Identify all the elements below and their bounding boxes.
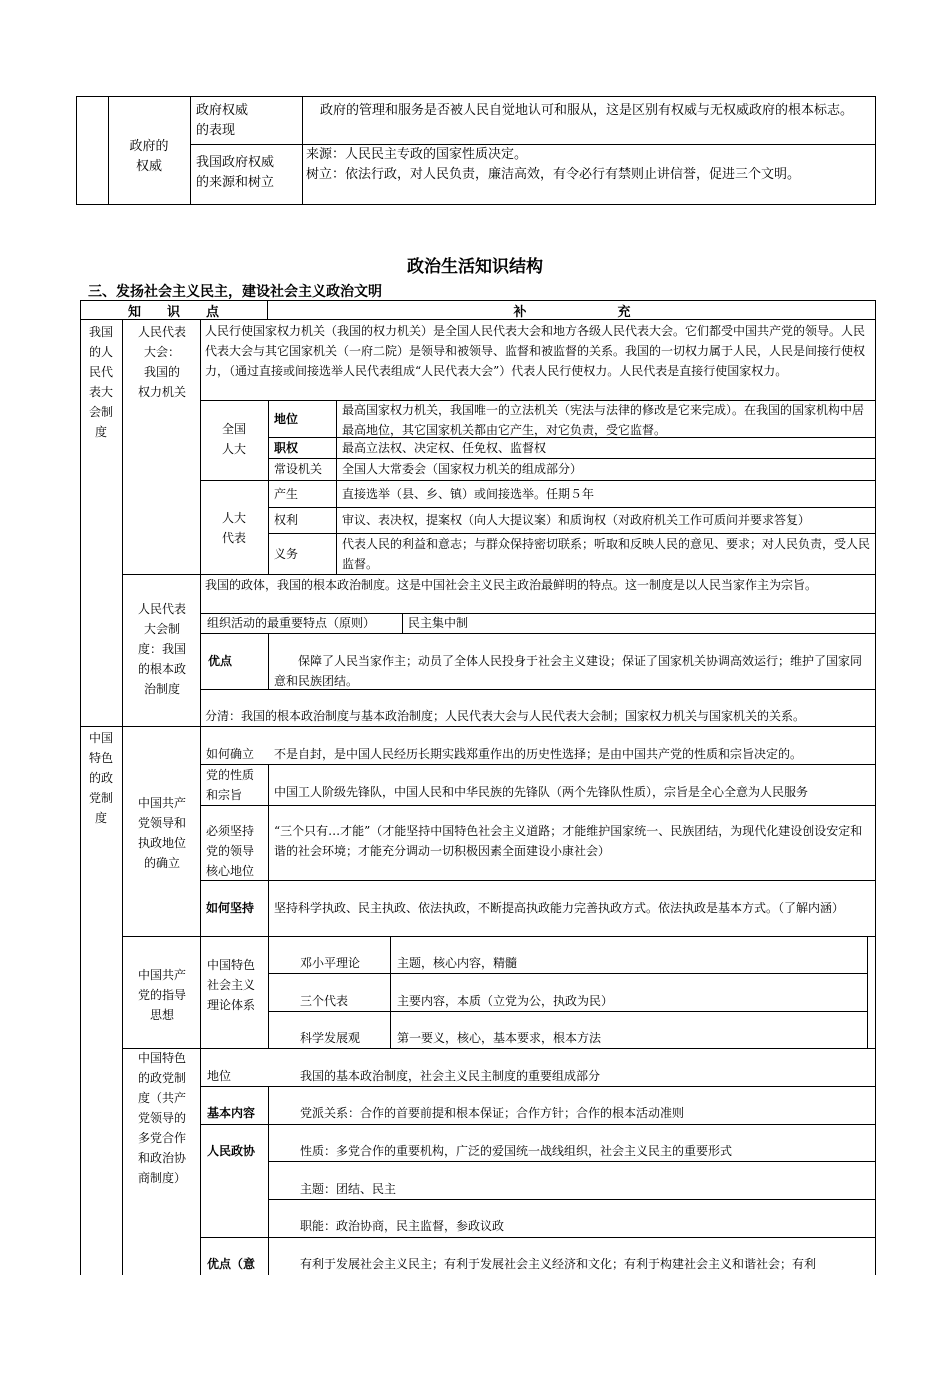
ps-row-line-3 [268, 1161, 876, 1162]
qgrd-col-divider [268, 400, 269, 574]
deng-theory-text: 主题，核心内容，精髓 [397, 956, 518, 970]
ps-status-label: 地位 [207, 1069, 232, 1083]
npc-fundamental-system-text-block: 我国的政体，我国的根本政治制度。这是中国社会主义民主政治最鲜明的特点。这一制度是以人民当家作主为宗旨。 [205, 578, 818, 592]
qgrd-powers-text: 最高立法权、决定权、任免权、监督权 [342, 441, 547, 455]
core-position-text: “三个只有…才能”（才能坚持中国特色社会主义道路；才能维护国家统一、民族团结，为现代化建设创设安定和谐的社会环境；才能充分调动一切积极因素全面建设小康社会） [274, 824, 863, 858]
deng-theory-label: 邓小平理论 [300, 956, 361, 970]
top-col-divider-3 [302, 96, 303, 205]
gov-authority-label: 政府的 权威 [129, 139, 169, 174]
header-knowledge: 知 识 点 [127, 305, 219, 320]
authority-source-text: 来源：人民民主专政的国家性质决定。 [306, 147, 528, 162]
ps-content-text: 党派关系：合作的首要前提和根本保证；合作方针；合作的根本活动准则 [300, 1106, 685, 1120]
how-established-text: 不是自封，是中国人民经历长期实践郑重作出的历史性选择；是由中国共产党的性质和宗旨决定的。 [274, 747, 803, 761]
ps-row-line-4 [268, 1199, 876, 1200]
authority-establish-text: 树立：依法行政，对人民负责，廉洁高效，有令必行有禁则止讲信誉，促进三个文明。 [306, 167, 801, 182]
how-adhere-label: 如何坚持 [206, 901, 255, 915]
party-rows-col-divider [268, 764, 269, 936]
org-row-bottom-line [200, 633, 876, 634]
qgrd-standing-label: 常设机关 [274, 462, 323, 476]
party-row-line-2 [200, 805, 876, 806]
rddb-rights-label: 权利 [274, 513, 299, 527]
how-established-label: 如何确立 [206, 747, 255, 761]
qgrd-label: 全国 人大 [221, 422, 246, 456]
authority-source-label: 我国政府权威 的来源和树立 [196, 155, 275, 190]
three-represents-text: 主要内容，本质（立党为公，执政为民） [397, 994, 614, 1008]
rddb-duties-text: 代表人民的利益和意志；与群众保持密切联系；听取和反映人民的意见、要求；对人民负责，受人民监督。 [342, 537, 871, 571]
ps-advantage-text: 有利于发展社会主义民主；有利于发展社会主义经济和文化；有利于构建社会主义和谐社会；有利 [300, 1257, 817, 1271]
scientific-dev-label: 科学发展观 [300, 1031, 361, 1045]
scientific-dev-text: 第一要义，核心，基本要求，根本方法 [397, 1031, 602, 1045]
npc-advantage-label: 优点 [208, 654, 233, 668]
npc-distinguish-text: 分清：我国的根本政治制度与基本政治制度；人民代表大会与人民代表大会制；国家权力机关与国家机关的关系。 [205, 709, 806, 723]
npc-advantage-text: 保障了人民当家作主；动员了全体人民投身于社会主义建设；保证了国家机关协调高效运行；维护了国家同意和民族团结。 [274, 654, 863, 688]
ps-row-line-1 [200, 1086, 876, 1087]
party-system-label: 中国 特色 的政 党制 度 [88, 731, 113, 825]
rddb-row-line-1 [268, 507, 876, 508]
npc-power-organ-label: 人民代表 大会： 我国的 权力机关 [137, 325, 186, 399]
theory-col-divider-2 [390, 936, 391, 1048]
npc-system-label: 我国 的人 民代 表大 会制 度 [88, 325, 113, 439]
party-system-detail-label: 中国特色 的政党制 度（共产 党领导的 多党合作 和政治协 商制度） [137, 1051, 186, 1185]
party-row-line-3 [200, 880, 876, 881]
ps-status-text: 我国的基本政治制度，社会主义民主制度的重要组成部分 [300, 1069, 601, 1083]
nature-purpose-label [206, 765, 268, 805]
org-principle-value: 民主集中制 [408, 616, 469, 630]
org-col-divider [402, 613, 403, 633]
rddb-origin-label: 产生 [274, 487, 299, 501]
top-col-divider-2 [190, 96, 191, 205]
rddb-label: 人大 代表 [221, 511, 246, 545]
ps-advantage-label: 优点（意 [207, 1257, 256, 1271]
three-represents-label: 三个代表 [300, 994, 349, 1008]
org-principle-label: 组织活动的最重要特点（原则） [207, 616, 376, 630]
rddb-origin-text: 直接选举（县、乡、镇）或间接选举。任期５年 [342, 487, 595, 501]
qgrd-powers-label: 职权 [274, 441, 299, 455]
party-row-line-1 [200, 764, 876, 765]
party-leadership-label: 中国共产 党领导和 执政地位 的确立 [137, 796, 186, 870]
qgrd-status-label: 地位 [274, 412, 299, 426]
party-sub1-divider [200, 726, 201, 936]
adv-col-divider [268, 633, 269, 689]
ps-content-label: 基本内容 [207, 1106, 256, 1120]
section-title: 三、发扬社会主义民主，建设社会主义政治文明 [88, 284, 382, 300]
top-col-divider-1 [108, 96, 109, 205]
qgrd-standing-text: 全国人大常委会（国家权力机关的组成部分） [342, 462, 583, 476]
rddb-duties-label: 义务 [274, 547, 299, 561]
cppcc-theme-text: 主题：团结、民主 [300, 1182, 397, 1196]
cppcc-nature-text: 性质：多党合作的重要机构，广泛的爱国统一战线组织，社会主义民主的重要形式 [300, 1144, 733, 1158]
theory-col-divider-1 [268, 936, 269, 1048]
npc-power-organ-text: 人民行使国家权力机关（我国的权力机关）是全国人民代表大会和地方各级人民代表大会。它们都受中国共产党的领导。人民代表大会与其它国家机关（一府二院）是领导和被领导、监督和被监督的关系。我国的一切权力属于人民，人民是间接行使权力，（通过直接或间接选举人民代表组成“人民代表大会”）代表人民行使权力。人民代表是直接行使国家权力。 [205, 324, 866, 378]
how-adhere-text: 坚持科学执政、民主执政、依法执政，不断提高执政能力完善执政方式。依法执政是基本方式。（了解内涵） [274, 901, 845, 915]
nature-purpose-text: 中国工人阶级先锋队，中国人民和中华民族的先锋队（两个先锋队性质），宗旨是全心全意为人民服务 [274, 785, 809, 799]
party-sub3-divider [200, 1048, 201, 1275]
theory-row-line-1 [268, 973, 868, 974]
qgrd-status-text: 最高国家权力机关，我国唯一的立法机关（宪法与法律的修改是它来完成）。在我国的国家机构中居最高地位，其它国家机关都由它产生，对它负责，受它监督。 [342, 403, 865, 437]
npc-fundamental-system-label [124, 599, 200, 699]
nature-purpose-label-text: 党的性质 和宗旨 [206, 768, 255, 802]
cppcc-label: 人民政协 [207, 1144, 256, 1158]
theory-system-label: 中国特色 社会主义 理论体系 [207, 958, 256, 1012]
rddb-top-line [200, 480, 876, 481]
core-position-label: 必须坚持 党的领导 核心地位 [206, 824, 255, 878]
rddb-rights-text: 审议、表决权，提案权（向人大提议案）和质询权（对政府机关工作可质问并要求答复） [342, 513, 811, 527]
col1-divider [122, 319, 123, 1275]
qgrd-label-divider [336, 400, 337, 574]
ps-row-line-5 [200, 1237, 876, 1238]
cppcc-function-text: 职能：政治协商，民主监督，参政议政 [300, 1219, 505, 1233]
page-title: 政治生活知识结构 [407, 257, 543, 277]
header-supplement: 补 充 [513, 305, 631, 320]
npc-sub2-divider [200, 574, 201, 726]
authority-performance-text: 政府的管理和服务是否被人民自觉地认可和服从，这是区别有权威与无权威政府的根本标志。 [320, 103, 854, 118]
authority-performance-label: 政府权威 的表现 [196, 103, 249, 138]
party-sub3-top-line [122, 1048, 876, 1049]
theory-row-line-2 [268, 1011, 868, 1012]
guiding-thought-label: 中国共产 党的指导 思想 [137, 968, 186, 1022]
npc-fundamental-system-text: 人民代表 大会制 度：我国 的根本政 治制度 [137, 602, 186, 696]
ps-row-line-2 [200, 1124, 876, 1125]
